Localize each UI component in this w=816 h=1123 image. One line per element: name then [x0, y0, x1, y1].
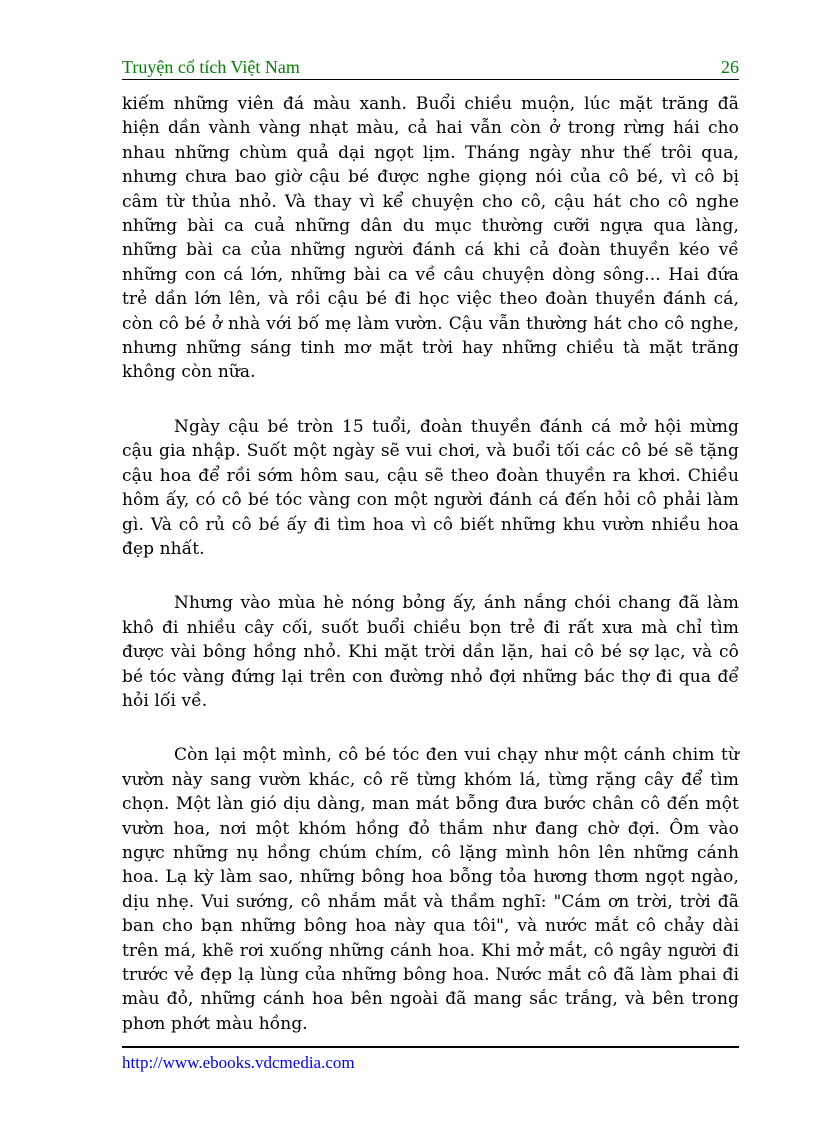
page-header	[122, 50, 739, 78]
paragraph: Ngày cậu bé tròn 15 tuổi, đoàn thuyền đánh cá mở hội mừng cậu gia nhập. Suốt một ngày sẽ vui chơi, và buổi tối các cô bé sẽ tặng cậu hoa để rồi sớm hôm sau, cậu sẽ theo đoàn thuyền ra khơi. Chiều hôm ấy, có cô bé tóc vàng con một người đánh cá đến hỏi cô phải làm gì. Và cô rủ cô bé ấy đi tìm hoa vì cô biết những khu vườn nhiều hoa đẹp nhất.	[122, 416, 739, 559]
paragraph: Còn lại một mình, cô bé tóc đen vui chạy như một cánh chim từ vườn này sang vườn khác, cô rẽ từng khóm lá, từng rặng cây để tìm chọn. Một làn gió dịu dàng, man mát bỗng đưa bước chân cô đến một vườn hoa, nơi một khóm hồng đỏ thắm như đang chờ đợi. Ôm vào ngực những nụ hồng chúm chím, cô lặng mình hôn lên những cánh hoa. Lạ kỳ làm sao, những bông hoa bỗng tỏa hương thơm ngọt ngào, dịu nhẹ. Vui sướng, cô nhắm mắt và thầm nghĩ: "Cám ơn trời, trời đã ban cho bạn những bông hoa này qua tôi", và nước mắt cô chảy dài trên má, khẽ rơi xuống những cánh hoa. Khi mở mắt, cô ngây người đi trước vẻ đẹp lạ lùng của những bông hoa. Nước mắt cô đã làm phai đi màu đỏ, những cánh hoa bên ngoài đã mang sắc trắng, và bên trong phơn phớt màu hồng.	[122, 745, 739, 1034]
paragraph-continued: kiếm những viên đá màu xanh. Buổi chiều muộn, lúc mặt trăng đã hiện dần vành vàng nhạt màu, cả hai vẫn còn ở trong rừng hái cho nhau những chùm quả dại ngọt lịm. Tháng ngày như thế trôi qua, nhưng chưa bao giờ cậu bé được nghe giọng nói của cô bé, vì cô bị câm từ thủa nhỏ. Và thay vì kể chuyện cho cô, cậu hát cho cô nghe những bài ca cuả những dân du mục thường cưỡi ngựa qua làng, những bài ca của những người đánh cá khi cả đoàn thuyền kéo về những con cá lớn, những bài ca về câu chuyện dòng sông... Hai đứa trẻ dần lớn lên, và rồi cậu bé đi học việc theo đoàn thuyền đánh cá, còn cô bé ở nhà với bố mẹ làm vườn. Cậu vẫn thường hát cho cô nghe, nhưng những sáng tinh mơ mặt trời hay những chiều tà mặt trăng không còn nữa.	[122, 94, 739, 383]
footer-divider	[122, 1046, 739, 1048]
book-title: Truyện cổ tích Việt Nam	[122, 57, 300, 77]
header-divider	[122, 79, 739, 80]
page-body	[122, 92, 739, 1066]
footer-link[interactable]: http://www.ebooks.vdcmedia.com	[122, 1053, 355, 1072]
paragraph: Nhưng vào mùa hè nóng bỏng ấy, ánh nắng chói chang đã làm khô đi nhiều cây cối, suốt buổi chiều bọn trẻ đi rất xưa mà chỉ tìm được vài bông hồng nhỏ. Khi mặt trời dần lặn, hai cô bé sợ lạc, và cô bé tóc vàng đứng lại trên con đường nhỏ đợi những bác thợ đi qua để hỏi lối về.	[122, 593, 739, 711]
page-number: 26	[721, 57, 739, 77]
